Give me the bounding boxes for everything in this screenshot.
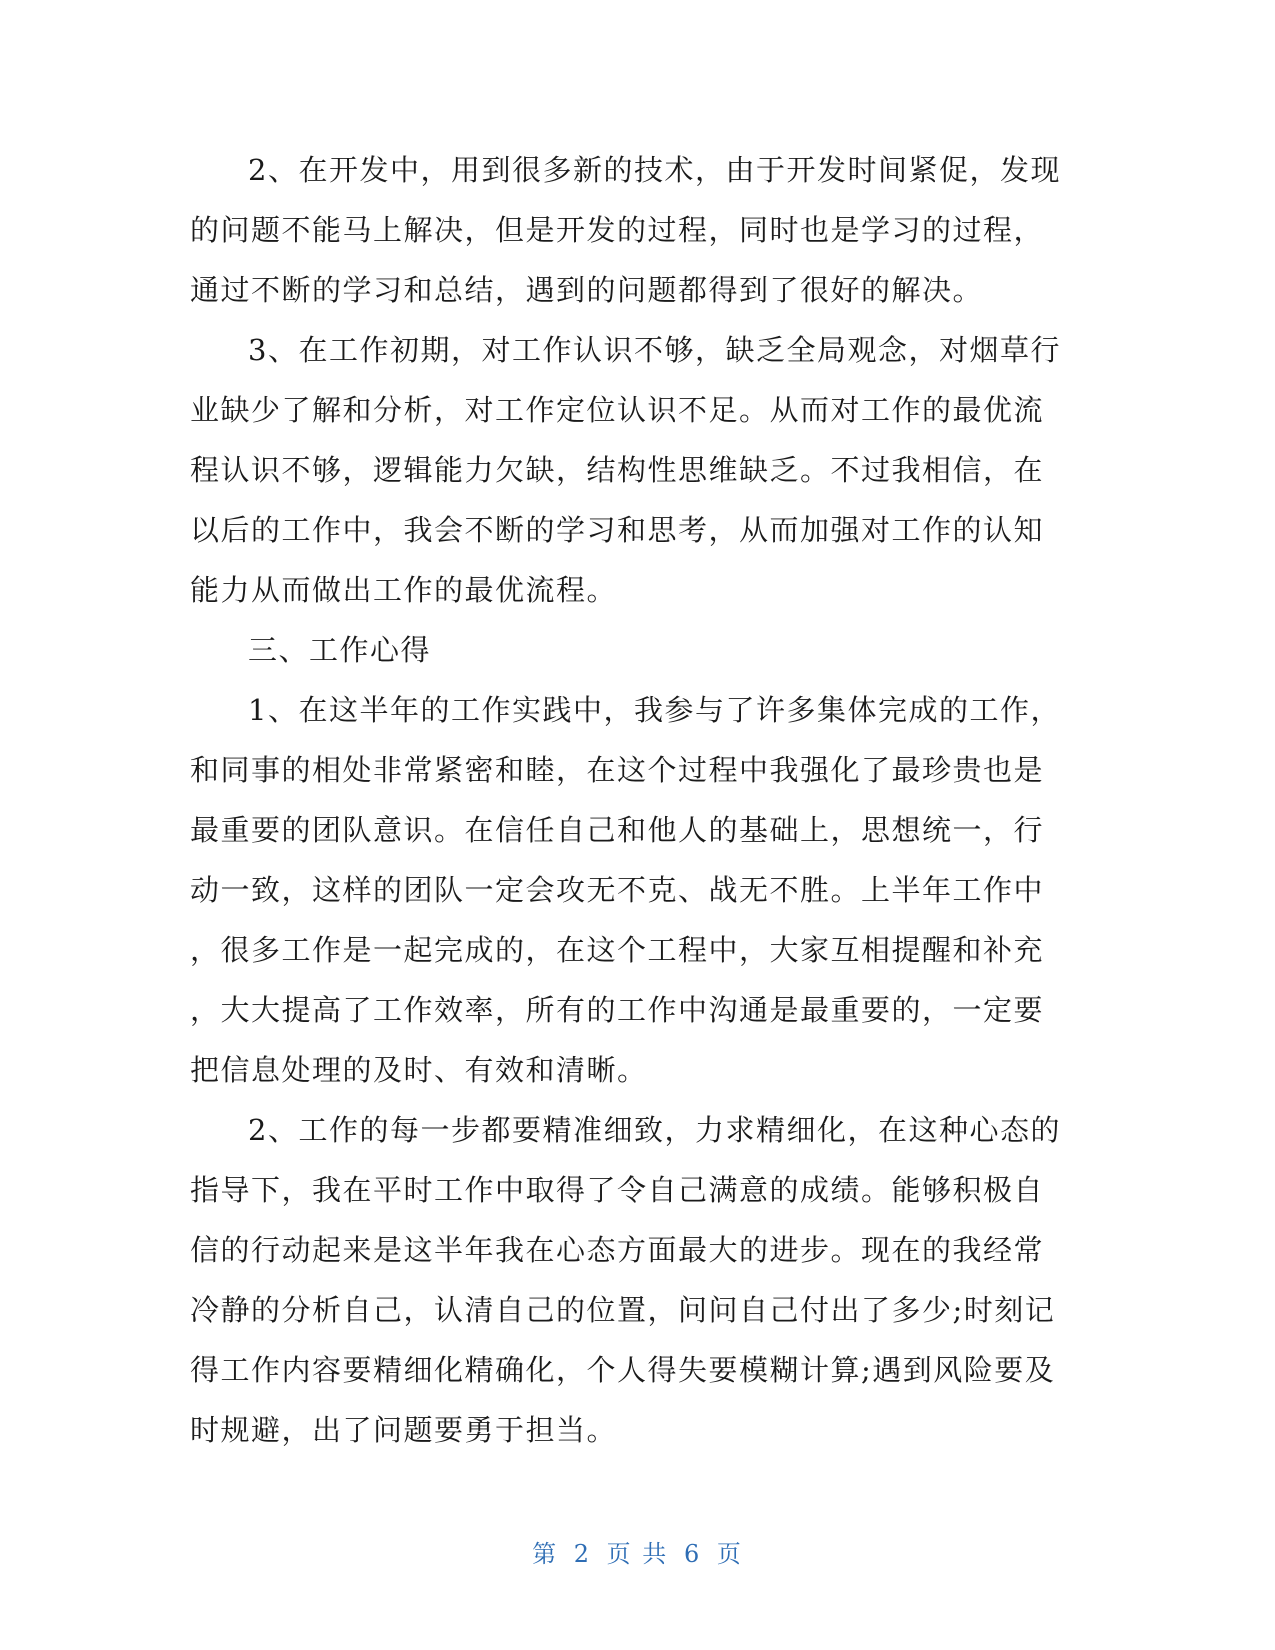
text-line: 以后的工作中，我会不断的学习和思考，从而加强对工作的认知 [190, 513, 1045, 547]
text-line: 2、在开发中，用到很多新的技术，由于开发时间紧促，发现 [248, 153, 1061, 187]
paragraph-dev-techniques [190, 140, 1085, 320]
text-line: 把信息处理的及时、有效和清晰。 [190, 1053, 648, 1087]
footer-suffix: 页 [716, 1540, 743, 1568]
current-page-number: 2 [573, 1540, 592, 1568]
total-page-count: 6 [683, 1540, 702, 1568]
text-line: 和同事的相处非常紧密和睦，在这个过程中我强化了最珍贵也是 [190, 753, 1045, 787]
text-line: 最重要的团队意识。在信任自己和他人的基础上，思想统一，行 [190, 813, 1045, 847]
footer-middle: 页 共 [606, 1540, 669, 1568]
text-line: 程认识不够，逻辑能力欠缺，结构性思维缺乏。不过我相信，在 [190, 453, 1045, 487]
text-line: 指导下，我在平时工作中取得了令自己满意的成绩。能够积极自 [190, 1173, 1045, 1207]
paragraph-teamwork [190, 680, 1085, 1100]
paragraph-early-work [190, 320, 1085, 620]
text-line: 1、在这半年的工作实践中，我参与了许多集体完成的工作， [248, 693, 1061, 727]
text-line: ，很多工作是一起完成的，在这个工程中，大家互相提醒和补充 [190, 933, 1045, 967]
page-number-footer [0, 1534, 1275, 1569]
text-line: ，大大提高了工作效率，所有的工作中沟通是最重要的，一定要 [190, 993, 1045, 1027]
text-line: 时规避，出了问题要勇于担当。 [190, 1413, 618, 1447]
section-heading [190, 620, 1085, 680]
text-line: 的问题不能马上解决，但是开发的过程，同时也是学习的过程， [190, 213, 1045, 247]
text-line: 通过不断的学习和总结，遇到的问题都得到了很好的解决。 [190, 273, 984, 307]
document-body [190, 140, 1085, 1460]
text-line: 得工作内容要精细化精确化，个人得失要模糊计算;遇到风险要及 [190, 1353, 1056, 1387]
footer-prefix: 第 [532, 1540, 559, 1568]
text-line: 业缺少了解和分析，对工作定位认识不足。从而对工作的最优流 [190, 393, 1045, 427]
text-line: 动一致，这样的团队一定会攻无不克、战无不胜。上半年工作中 [190, 873, 1045, 907]
paragraph-precision [190, 1100, 1085, 1460]
text-line: 冷静的分析自己，认清自己的位置，问问自己付出了多少;时刻记 [190, 1293, 1056, 1327]
text-line: 3、在工作初期，对工作认识不够，缺乏全局观念，对烟草行 [248, 333, 1061, 367]
text-line: 2、工作的每一步都要精准细致，力求精细化，在这种心态的 [248, 1113, 1061, 1147]
text-line: 能力从而做出工作的最优流程。 [190, 573, 618, 607]
section-title: 三、工作心得 [248, 633, 432, 667]
text-line: 信的行动起来是这半年我在心态方面最大的进步。现在的我经常 [190, 1233, 1045, 1267]
